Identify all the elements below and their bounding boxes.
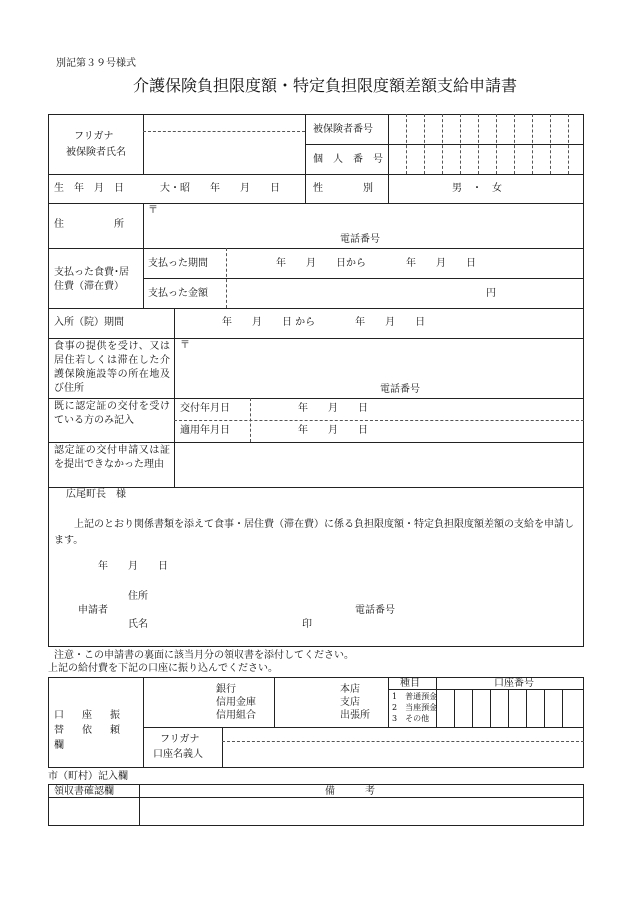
address-label: 住 所 [54,219,124,230]
sex-options[interactable]: 男 ・ 女 [452,183,502,194]
admission-label: 入所（院）期間 [54,317,124,328]
cert-holder-label: 既に認定証の交付を受けている方のみ記入 [54,401,170,426]
facility-label: 食事の提供を受け、又は居住若しくは滞在した介護保険施設等の所在地及び住所 [54,341,170,394]
birth-label: 生 年 月 日 [54,183,124,194]
applicant-phone-label: 電話番号 [355,605,395,616]
insured-name-field[interactable] [150,138,300,168]
applicant-label: 申請者 [78,605,108,616]
facility-address-field[interactable] [182,352,572,380]
bank-type-shinkin[interactable]: 信用金庫 [216,697,256,708]
issue-date-label: 交付年月日 [180,403,230,414]
form-number: 別記第３９号様式 [56,58,136,69]
yen-label: 円 [486,288,496,299]
kind-current[interactable]: 2 当座預金 [392,703,438,712]
holder-furigana-label: フリガナ [160,734,200,745]
bank-type-bank[interactable]: 銀行 [216,684,236,695]
bank-type-kumiai[interactable]: 信用組合 [216,710,256,721]
personal-number-label: 個 人 番 号 [313,154,383,165]
seal-mark: 印 [302,619,312,630]
reason-field[interactable] [180,448,578,482]
city-use-table [48,784,584,826]
page-title: 介護保険負担限度額・特定負担限度額差額支給申請書 [133,76,518,95]
facility-postal-mark: 〒 [180,340,190,351]
branch-type-branch[interactable]: 支店 [340,697,360,708]
account-holder-field[interactable] [228,745,578,765]
kind-ordinary[interactable]: 1 普通預金 [392,692,438,701]
paid-amount-field[interactable] [232,284,482,304]
account-number-field[interactable] [437,690,583,726]
sex-label: 性 別 [313,183,373,194]
personal-number-field[interactable] [389,145,583,173]
branch-name-field[interactable] [280,684,336,720]
birth-date-field[interactable]: 大・昭 年 月 日 [160,183,280,194]
apply-date-label: 適用年月日 [180,425,230,436]
insured-number-field[interactable] [389,115,583,143]
insured-number-label: 被保険者番号 [313,124,373,135]
transfer-label: 口 座 振 替 依 頼 欄 [54,710,138,751]
applicant-address-label: 住所 [128,591,148,602]
paid-amount-label: 支払った金額 [148,288,208,299]
address-field[interactable] [150,214,570,232]
facility-phone-label: 電話番号 [380,384,420,395]
note-transfer: 上記の給付費を下記の口座に振り込んでください。 [48,663,278,674]
holder-label: 口座名義人 [153,749,203,760]
statement-text: 上記のとおり関係書類を添えて食事・居住費（滞在費）に係る負担限度額・特定負担限度額差額の支給を申請します。 [54,519,574,546]
account-number-label: 口座番号 [494,678,534,689]
reason-label: 認定証の交付申請又は証を提出できなかった理由 [54,445,170,470]
branch-type-sub[interactable]: 出張所 [340,710,370,721]
postal-mark: 〒 [148,205,158,216]
city-use-label: 市（町村）記入欄 [48,771,128,782]
bank-name-field[interactable] [150,684,210,720]
paid-label: 支払った食費･居住費（滞在費） [54,267,129,292]
kind-other[interactable]: 3 その他 [392,714,430,723]
apply-date-field[interactable]: 年 月 日 [298,425,368,436]
kind-label: 種目 [400,678,420,689]
admission-period-field[interactable]: 年 月 日 から 年 月 日 [222,317,426,328]
furigana-label: フリガナ [74,131,114,142]
note-attach-receipts: 注意・この申請書の裏面に該当月分の領収書を添付してください。 [54,650,354,661]
paid-period-label: 支払った期間 [148,258,208,269]
paid-period-field[interactable]: 年 月 日から 年 月 日 [276,258,476,269]
receipt-check-label: 領収書確認欄 [54,786,114,797]
insured-name-label: 被保険者氏名 [66,147,126,158]
application-date-field[interactable]: 年 月 日 [98,561,168,572]
phone-label: 電話番号 [340,234,380,245]
addressee: 広尾町長 様 [66,489,126,500]
issue-date-field[interactable]: 年 月 日 [298,403,368,414]
applicant-name-label: 氏名 [128,619,148,630]
remarks-label: 備 考 [325,786,375,797]
branch-type-head[interactable]: 本店 [340,684,360,695]
